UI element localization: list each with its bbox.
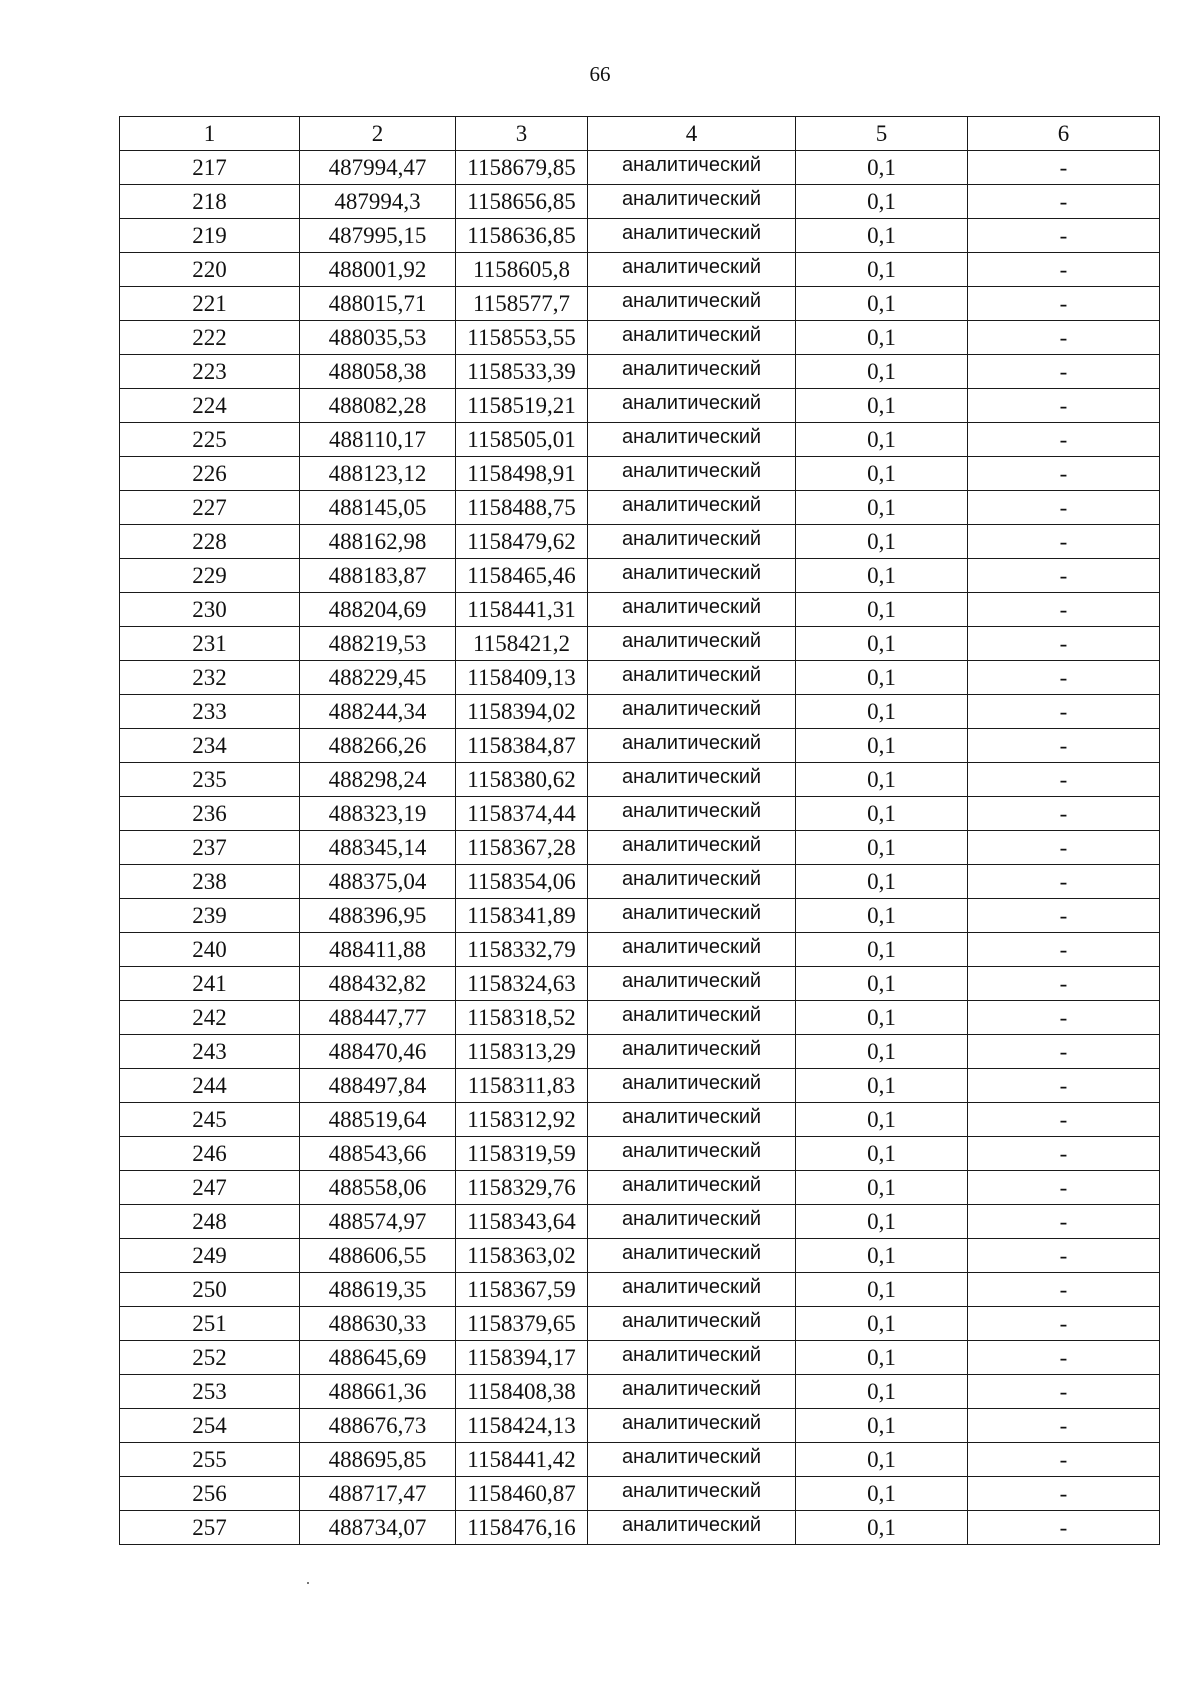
point-number-cell: 246 <box>120 1137 300 1171</box>
point-number-cell: 227 <box>120 491 300 525</box>
note-cell: - <box>968 321 1160 355</box>
y-coordinate-cell: 1158318,52 <box>456 1001 588 1035</box>
x-coordinate-cell: 488558,06 <box>300 1171 456 1205</box>
point-number-cell: 230 <box>120 593 300 627</box>
point-number-cell: 233 <box>120 695 300 729</box>
point-number-cell: 223 <box>120 355 300 389</box>
table-row <box>120 933 1160 967</box>
table-row <box>120 831 1160 865</box>
accuracy-cell: 0,1 <box>796 559 968 593</box>
y-coordinate-cell: 1158505,01 <box>456 423 588 457</box>
table-row <box>120 151 1160 185</box>
accuracy-cell: 0,1 <box>796 389 968 423</box>
table-row <box>120 1103 1160 1137</box>
method-cell: аналитический <box>588 831 796 865</box>
point-number-cell: 251 <box>120 1307 300 1341</box>
accuracy-cell: 0,1 <box>796 899 968 933</box>
x-coordinate-cell: 488323,19 <box>300 797 456 831</box>
y-coordinate-cell: 1158379,65 <box>456 1307 588 1341</box>
note-cell: - <box>968 1171 1160 1205</box>
accuracy-cell: 0,1 <box>796 151 968 185</box>
note-cell: - <box>968 1001 1160 1035</box>
y-coordinate-cell: 1158441,31 <box>456 593 588 627</box>
table-row <box>120 661 1160 695</box>
point-number-cell: 225 <box>120 423 300 457</box>
y-coordinate-cell: 1158367,59 <box>456 1273 588 1307</box>
note-cell: - <box>968 729 1160 763</box>
x-coordinate-cell: 488035,53 <box>300 321 456 355</box>
method-cell: аналитический <box>588 967 796 1001</box>
x-coordinate-cell: 488519,64 <box>300 1103 456 1137</box>
accuracy-cell: 0,1 <box>796 1273 968 1307</box>
note-cell: - <box>968 1477 1160 1511</box>
point-number-cell: 221 <box>120 287 300 321</box>
accuracy-cell: 0,1 <box>796 355 968 389</box>
point-number-cell: 236 <box>120 797 300 831</box>
table-row <box>120 219 1160 253</box>
header-cell-3: 3 <box>456 117 588 151</box>
accuracy-cell: 0,1 <box>796 661 968 695</box>
method-cell: аналитический <box>588 729 796 763</box>
note-cell: - <box>968 1137 1160 1171</box>
accuracy-cell: 0,1 <box>796 525 968 559</box>
table-row <box>120 1069 1160 1103</box>
accuracy-cell: 0,1 <box>796 1409 968 1443</box>
y-coordinate-cell: 1158408,38 <box>456 1375 588 1409</box>
method-cell: аналитический <box>588 1069 796 1103</box>
note-cell: - <box>968 1205 1160 1239</box>
table-row <box>120 491 1160 525</box>
point-number-cell: 239 <box>120 899 300 933</box>
y-coordinate-cell: 1158319,59 <box>456 1137 588 1171</box>
y-coordinate-cell: 1158343,64 <box>456 1205 588 1239</box>
method-cell: аналитический <box>588 1511 796 1545</box>
y-coordinate-cell: 1158311,83 <box>456 1069 588 1103</box>
method-cell: аналитический <box>588 457 796 491</box>
method-cell: аналитический <box>588 185 796 219</box>
y-coordinate-cell: 1158479,62 <box>456 525 588 559</box>
point-number-cell: 218 <box>120 185 300 219</box>
method-cell: аналитический <box>588 355 796 389</box>
point-number-cell: 253 <box>120 1375 300 1409</box>
table-row <box>120 593 1160 627</box>
table-row <box>120 695 1160 729</box>
table-row <box>120 1375 1160 1409</box>
y-coordinate-cell: 1158553,55 <box>456 321 588 355</box>
y-coordinate-cell: 1158488,75 <box>456 491 588 525</box>
point-number-cell: 232 <box>120 661 300 695</box>
x-coordinate-cell: 488661,36 <box>300 1375 456 1409</box>
table-row <box>120 1307 1160 1341</box>
x-coordinate-cell: 488606,55 <box>300 1239 456 1273</box>
table-row <box>120 627 1160 661</box>
accuracy-cell: 0,1 <box>796 457 968 491</box>
note-cell: - <box>968 1239 1160 1273</box>
point-number-cell: 250 <box>120 1273 300 1307</box>
method-cell: аналитический <box>588 151 796 185</box>
y-coordinate-cell: 1158679,85 <box>456 151 588 185</box>
y-coordinate-cell: 1158332,79 <box>456 933 588 967</box>
note-cell: - <box>968 389 1160 423</box>
accuracy-cell: 0,1 <box>796 593 968 627</box>
y-coordinate-cell: 1158421,2 <box>456 627 588 661</box>
point-number-cell: 249 <box>120 1239 300 1273</box>
header-cell-5: 5 <box>796 117 968 151</box>
note-cell: - <box>968 1375 1160 1409</box>
accuracy-cell: 0,1 <box>796 695 968 729</box>
x-coordinate-cell: 488001,92 <box>300 253 456 287</box>
method-cell: аналитический <box>588 627 796 661</box>
point-number-cell: 229 <box>120 559 300 593</box>
table-row <box>120 185 1160 219</box>
table-row <box>120 899 1160 933</box>
x-coordinate-cell: 488574,97 <box>300 1205 456 1239</box>
y-coordinate-cell: 1158605,8 <box>456 253 588 287</box>
method-cell: аналитический <box>588 1409 796 1443</box>
method-cell: аналитический <box>588 1239 796 1273</box>
method-cell: аналитический <box>588 321 796 355</box>
table-row <box>120 253 1160 287</box>
table-row <box>120 355 1160 389</box>
x-coordinate-cell: 487994,3 <box>300 185 456 219</box>
note-cell: - <box>968 661 1160 695</box>
note-cell: - <box>968 1307 1160 1341</box>
header-cell-4: 4 <box>588 117 796 151</box>
accuracy-cell: 0,1 <box>796 321 968 355</box>
note-cell: - <box>968 423 1160 457</box>
y-coordinate-cell: 1158424,13 <box>456 1409 588 1443</box>
note-cell: - <box>968 1341 1160 1375</box>
y-coordinate-cell: 1158441,42 <box>456 1443 588 1477</box>
note-cell: - <box>968 1103 1160 1137</box>
table-row <box>120 1511 1160 1545</box>
coordinates-table <box>119 116 1160 1545</box>
method-cell: аналитический <box>588 1103 796 1137</box>
x-coordinate-cell: 488082,28 <box>300 389 456 423</box>
note-cell: - <box>968 287 1160 321</box>
point-number-cell: 228 <box>120 525 300 559</box>
accuracy-cell: 0,1 <box>796 933 968 967</box>
x-coordinate-cell: 488645,69 <box>300 1341 456 1375</box>
accuracy-cell: 0,1 <box>796 797 968 831</box>
table-row <box>120 321 1160 355</box>
accuracy-cell: 0,1 <box>796 287 968 321</box>
point-number-cell: 231 <box>120 627 300 661</box>
y-coordinate-cell: 1158656,85 <box>456 185 588 219</box>
note-cell: - <box>968 1443 1160 1477</box>
header-cell-1: 1 <box>120 117 300 151</box>
x-coordinate-cell: 487995,15 <box>300 219 456 253</box>
x-coordinate-cell: 488447,77 <box>300 1001 456 1035</box>
note-cell: - <box>968 559 1160 593</box>
accuracy-cell: 0,1 <box>796 1069 968 1103</box>
accuracy-cell: 0,1 <box>796 1137 968 1171</box>
accuracy-cell: 0,1 <box>796 831 968 865</box>
y-coordinate-cell: 1158476,16 <box>456 1511 588 1545</box>
note-cell: - <box>968 457 1160 491</box>
accuracy-cell: 0,1 <box>796 763 968 797</box>
table-row <box>120 1001 1160 1035</box>
accuracy-cell: 0,1 <box>796 627 968 661</box>
accuracy-cell: 0,1 <box>796 1511 968 1545</box>
x-coordinate-cell: 488145,05 <box>300 491 456 525</box>
x-coordinate-cell: 488219,53 <box>300 627 456 661</box>
table-row <box>120 389 1160 423</box>
point-number-cell: 238 <box>120 865 300 899</box>
point-number-cell: 245 <box>120 1103 300 1137</box>
x-coordinate-cell: 488543,66 <box>300 1137 456 1171</box>
x-coordinate-cell: 488695,85 <box>300 1443 456 1477</box>
point-number-cell: 234 <box>120 729 300 763</box>
x-coordinate-cell: 488734,07 <box>300 1511 456 1545</box>
y-coordinate-cell: 1158577,7 <box>456 287 588 321</box>
y-coordinate-cell: 1158313,29 <box>456 1035 588 1069</box>
x-coordinate-cell: 487994,47 <box>300 151 456 185</box>
x-coordinate-cell: 488396,95 <box>300 899 456 933</box>
method-cell: аналитический <box>588 797 796 831</box>
method-cell: аналитический <box>588 491 796 525</box>
accuracy-cell: 0,1 <box>796 1001 968 1035</box>
header-cell-2: 2 <box>300 117 456 151</box>
y-coordinate-cell: 1158329,76 <box>456 1171 588 1205</box>
method-cell: аналитический <box>588 1443 796 1477</box>
table-row <box>120 729 1160 763</box>
y-coordinate-cell: 1158519,21 <box>456 389 588 423</box>
x-coordinate-cell: 488630,33 <box>300 1307 456 1341</box>
note-cell: - <box>968 1273 1160 1307</box>
accuracy-cell: 0,1 <box>796 1477 968 1511</box>
method-cell: аналитический <box>588 219 796 253</box>
y-coordinate-cell: 1158533,39 <box>456 355 588 389</box>
x-coordinate-cell: 488015,71 <box>300 287 456 321</box>
table-row <box>120 797 1160 831</box>
x-coordinate-cell: 488470,46 <box>300 1035 456 1069</box>
y-coordinate-cell: 1158374,44 <box>456 797 588 831</box>
note-cell: - <box>968 1035 1160 1069</box>
x-coordinate-cell: 488298,24 <box>300 763 456 797</box>
point-number-cell: 219 <box>120 219 300 253</box>
accuracy-cell: 0,1 <box>796 1103 968 1137</box>
table-row <box>120 1409 1160 1443</box>
y-coordinate-cell: 1158498,91 <box>456 457 588 491</box>
x-coordinate-cell: 488619,35 <box>300 1273 456 1307</box>
y-coordinate-cell: 1158460,87 <box>456 1477 588 1511</box>
note-cell: - <box>968 865 1160 899</box>
y-coordinate-cell: 1158394,17 <box>456 1341 588 1375</box>
point-number-cell: 242 <box>120 1001 300 1035</box>
x-coordinate-cell: 488244,34 <box>300 695 456 729</box>
table-header <box>120 117 1160 151</box>
table-row <box>120 1341 1160 1375</box>
point-number-cell: 254 <box>120 1409 300 1443</box>
accuracy-cell: 0,1 <box>796 1341 968 1375</box>
y-coordinate-cell: 1158354,06 <box>456 865 588 899</box>
y-coordinate-cell: 1158394,02 <box>456 695 588 729</box>
y-coordinate-cell: 1158341,89 <box>456 899 588 933</box>
method-cell: аналитический <box>588 1205 796 1239</box>
x-coordinate-cell: 488183,87 <box>300 559 456 593</box>
note-cell: - <box>968 525 1160 559</box>
method-cell: аналитический <box>588 389 796 423</box>
table-row <box>120 1477 1160 1511</box>
note-cell: - <box>968 151 1160 185</box>
y-coordinate-cell: 1158380,62 <box>456 763 588 797</box>
point-number-cell: 240 <box>120 933 300 967</box>
table-row <box>120 967 1160 1001</box>
accuracy-cell: 0,1 <box>796 1239 968 1273</box>
accuracy-cell: 0,1 <box>796 185 968 219</box>
table-row <box>120 1137 1160 1171</box>
note-cell: - <box>968 1511 1160 1545</box>
y-coordinate-cell: 1158312,92 <box>456 1103 588 1137</box>
point-number-cell: 226 <box>120 457 300 491</box>
y-coordinate-cell: 1158465,46 <box>456 559 588 593</box>
method-cell: аналитический <box>588 1477 796 1511</box>
accuracy-cell: 0,1 <box>796 1443 968 1477</box>
y-coordinate-cell: 1158324,63 <box>456 967 588 1001</box>
table-row <box>120 423 1160 457</box>
method-cell: аналитический <box>588 899 796 933</box>
method-cell: аналитический <box>588 1001 796 1035</box>
table-row <box>120 1035 1160 1069</box>
accuracy-cell: 0,1 <box>796 1205 968 1239</box>
x-coordinate-cell: 488497,84 <box>300 1069 456 1103</box>
x-coordinate-cell: 488123,12 <box>300 457 456 491</box>
y-coordinate-cell: 1158384,87 <box>456 729 588 763</box>
point-number-cell: 256 <box>120 1477 300 1511</box>
method-cell: аналитический <box>588 1375 796 1409</box>
accuracy-cell: 0,1 <box>796 865 968 899</box>
x-coordinate-cell: 488110,17 <box>300 423 456 457</box>
point-number-cell: 237 <box>120 831 300 865</box>
table-body <box>120 151 1160 1545</box>
method-cell: аналитический <box>588 1137 796 1171</box>
point-number-cell: 222 <box>120 321 300 355</box>
method-cell: аналитический <box>588 525 796 559</box>
accuracy-cell: 0,1 <box>796 491 968 525</box>
x-coordinate-cell: 488676,73 <box>300 1409 456 1443</box>
table-row <box>120 1171 1160 1205</box>
point-number-cell: 252 <box>120 1341 300 1375</box>
note-cell: - <box>968 695 1160 729</box>
point-number-cell: 217 <box>120 151 300 185</box>
point-number-cell: 220 <box>120 253 300 287</box>
x-coordinate-cell: 488266,26 <box>300 729 456 763</box>
header-cell-6: 6 <box>968 117 1160 151</box>
accuracy-cell: 0,1 <box>796 1375 968 1409</box>
x-coordinate-cell: 488204,69 <box>300 593 456 627</box>
note-cell: - <box>968 491 1160 525</box>
method-cell: аналитический <box>588 1273 796 1307</box>
note-cell: - <box>968 355 1160 389</box>
table-row <box>120 287 1160 321</box>
x-coordinate-cell: 488162,98 <box>300 525 456 559</box>
note-cell: - <box>968 831 1160 865</box>
x-coordinate-cell: 488345,14 <box>300 831 456 865</box>
table-row <box>120 763 1160 797</box>
method-cell: аналитический <box>588 661 796 695</box>
accuracy-cell: 0,1 <box>796 253 968 287</box>
accuracy-cell: 0,1 <box>796 1035 968 1069</box>
point-number-cell: 255 <box>120 1443 300 1477</box>
method-cell: аналитический <box>588 423 796 457</box>
table-row <box>120 1205 1160 1239</box>
method-cell: аналитический <box>588 253 796 287</box>
method-cell: аналитический <box>588 1341 796 1375</box>
note-cell: - <box>968 967 1160 1001</box>
x-coordinate-cell: 488058,38 <box>300 355 456 389</box>
method-cell: аналитический <box>588 695 796 729</box>
method-cell: аналитический <box>588 559 796 593</box>
header-row <box>120 117 1160 151</box>
x-coordinate-cell: 488229,45 <box>300 661 456 695</box>
method-cell: аналитический <box>588 763 796 797</box>
point-number-cell: 247 <box>120 1171 300 1205</box>
accuracy-cell: 0,1 <box>796 219 968 253</box>
point-number-cell: 241 <box>120 967 300 1001</box>
point-number-cell: 257 <box>120 1511 300 1545</box>
method-cell: аналитический <box>588 1307 796 1341</box>
table-row <box>120 457 1160 491</box>
y-coordinate-cell: 1158636,85 <box>456 219 588 253</box>
point-number-cell: 248 <box>120 1205 300 1239</box>
method-cell: аналитический <box>588 933 796 967</box>
x-coordinate-cell: 488717,47 <box>300 1477 456 1511</box>
x-coordinate-cell: 488411,88 <box>300 933 456 967</box>
note-cell: - <box>968 627 1160 661</box>
table-row <box>120 865 1160 899</box>
table-row <box>120 559 1160 593</box>
accuracy-cell: 0,1 <box>796 1307 968 1341</box>
note-cell: - <box>968 253 1160 287</box>
note-cell: - <box>968 763 1160 797</box>
note-cell: - <box>968 1409 1160 1443</box>
note-cell: - <box>968 593 1160 627</box>
scan-speck <box>307 1582 309 1584</box>
y-coordinate-cell: 1158363,02 <box>456 1239 588 1273</box>
table-row <box>120 525 1160 559</box>
note-cell: - <box>968 219 1160 253</box>
y-coordinate-cell: 1158367,28 <box>456 831 588 865</box>
note-cell: - <box>968 185 1160 219</box>
point-number-cell: 224 <box>120 389 300 423</box>
point-number-cell: 244 <box>120 1069 300 1103</box>
point-number-cell: 235 <box>120 763 300 797</box>
method-cell: аналитический <box>588 1171 796 1205</box>
note-cell: - <box>968 797 1160 831</box>
y-coordinate-cell: 1158409,13 <box>456 661 588 695</box>
table-row <box>120 1239 1160 1273</box>
point-number-cell: 243 <box>120 1035 300 1069</box>
page-number: 66 <box>589 62 611 86</box>
accuracy-cell: 0,1 <box>796 729 968 763</box>
x-coordinate-cell: 488432,82 <box>300 967 456 1001</box>
x-coordinate-cell: 488375,04 <box>300 865 456 899</box>
table-row <box>120 1443 1160 1477</box>
method-cell: аналитический <box>588 865 796 899</box>
accuracy-cell: 0,1 <box>796 423 968 457</box>
note-cell: - <box>968 1069 1160 1103</box>
method-cell: аналитический <box>588 287 796 321</box>
table-row <box>120 1273 1160 1307</box>
method-cell: аналитический <box>588 593 796 627</box>
method-cell: аналитический <box>588 1035 796 1069</box>
accuracy-cell: 0,1 <box>796 967 968 1001</box>
note-cell: - <box>968 899 1160 933</box>
accuracy-cell: 0,1 <box>796 1171 968 1205</box>
note-cell: - <box>968 933 1160 967</box>
